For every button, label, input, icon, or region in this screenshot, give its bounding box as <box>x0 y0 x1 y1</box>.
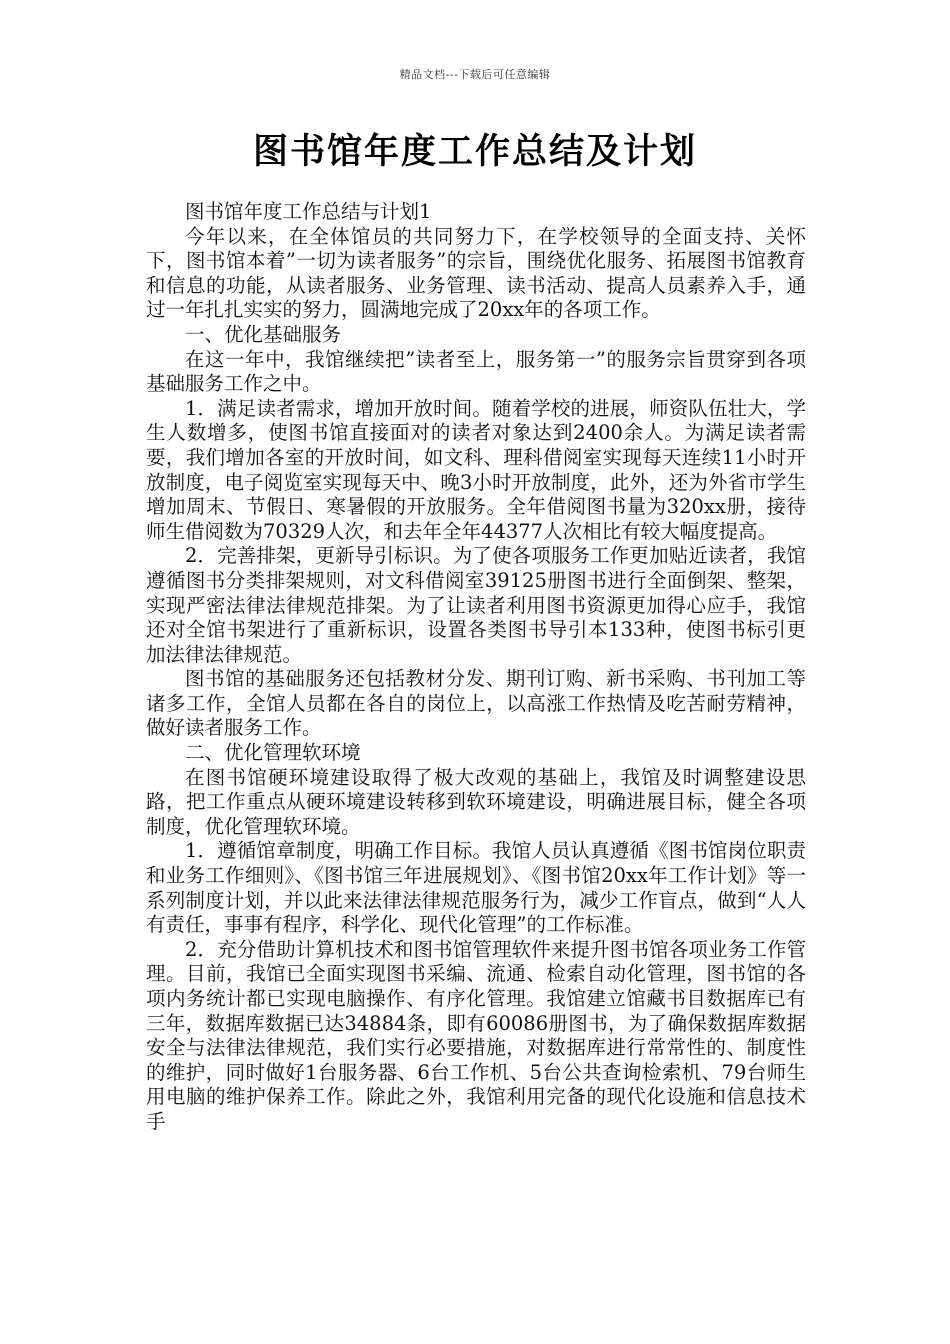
paragraph: 2．完善排架，更新导引标识。为了使各项服务工作更加贴近读者，我馆遵循图书分类排架规则，对文科借阅室39125册图书进行全面倒架、整架，实现严密法律法律规范排架。为了让读者利用图书资源更加得心应手，我馆还对全馆书架进行了重新标识，设置各类图书导引本133种，使图书标引更加法律法律规范。 <box>146 544 806 666</box>
paragraph: 1．遵循馆章制度，明确工作目标。我馆人员认真遵循《图书馆岗位职责和业务工作细则》、《图书馆三年进展规划》、《图书馆20xx年工作计划》等一系列制度计划，并以此来法律法律规范服务行为，减少工作盲点，做到“人人有责任，事事有程序，科学化、现代化管理”的工作标准。 <box>146 839 806 937</box>
section-heading: 一、优化基础服务 <box>185 322 342 346</box>
document-title: 图书馆年度工作总结及计划 <box>252 132 697 172</box>
paragraph: 今年以来，在全体馆员的共同努力下，在学校领导的全面支持、关怀下，图书馆本着”一切为读者服务”的宗旨，围绕优化服务、拓展图书馆教育和信息的功能，从读者服务、业务管理、读书活动、提高人员素养入手，通过一年扎扎实实的努力，圆满地完成了20xx年的各项工作。 <box>146 224 806 322</box>
paragraph: 在图书馆硬环境建设取得了极大改观的基础上，我馆及时调整建设思路，把工作重点从硬环境建设转移到软环境建设，明确进展目标，健全各项制度，优化管理软环境。 <box>146 765 806 838</box>
section-heading: 二、优化管理软环境 <box>185 741 361 765</box>
header-note: 精品文档---下载后可任意编辑 <box>399 68 551 81</box>
paragraph: 1．满足读者需求，增加开放时间。随着学校的进展，师资队伍壮大，学生人数增多，使图书馆直接面对的读者对象达到2400余人。为满足读者需要，我们增加各室的开放时间，如文科、理科借阅室实现每天连续11小时开放制度，电子阅览室实现每天中、晚3小时开放制度，此外，还为外省市学生增加周末、节假日、寒暑假的开放服务。全年借阅图书量为320xx册，接待师生借阅数为70329人次，和去年全年44377人次相比有较大幅度提高。 <box>146 396 806 543</box>
paragraph-subtitle: 图书馆年度工作总结与计划1 <box>185 200 432 223</box>
paragraph: 图书馆的基础服务还包括教材分发、期刊订购、新书采购、书刊加工等诸多工作，全馆人员都在各自的岗位上，以高涨工作热情及吃苦耐劳精神，做好读者服务工作。 <box>146 667 806 740</box>
paragraph: 在这一年中，我馆继续把”读者至上，服务第一”的服务宗旨贯穿到各项基础服务工作之中。 <box>146 347 806 396</box>
document-body <box>146 200 806 1135</box>
paragraph: 2．充分借助计算机技术和图书馆管理软件来提升图书馆各项业务工作管理。目前，我馆已全面实现图书采编、流通、检索自动化管理，图书馆的各项内务统计都已实现电脑操作、有序化管理。我馆建立馆藏书目数据库已有三年，数据库数据已达34884条，即有60086册图书，为了确保数据库数据安全与法律法律规范，我们实行必要措施，对数据库进行常常性的、制度性的维护，同时做好1台服务器、6台工作机、5台公共查询检索机、79台师生用电脑的维护保养工作。除此之外，我馆利用完备的现代化设施和信息技术手 <box>146 937 806 1133</box>
